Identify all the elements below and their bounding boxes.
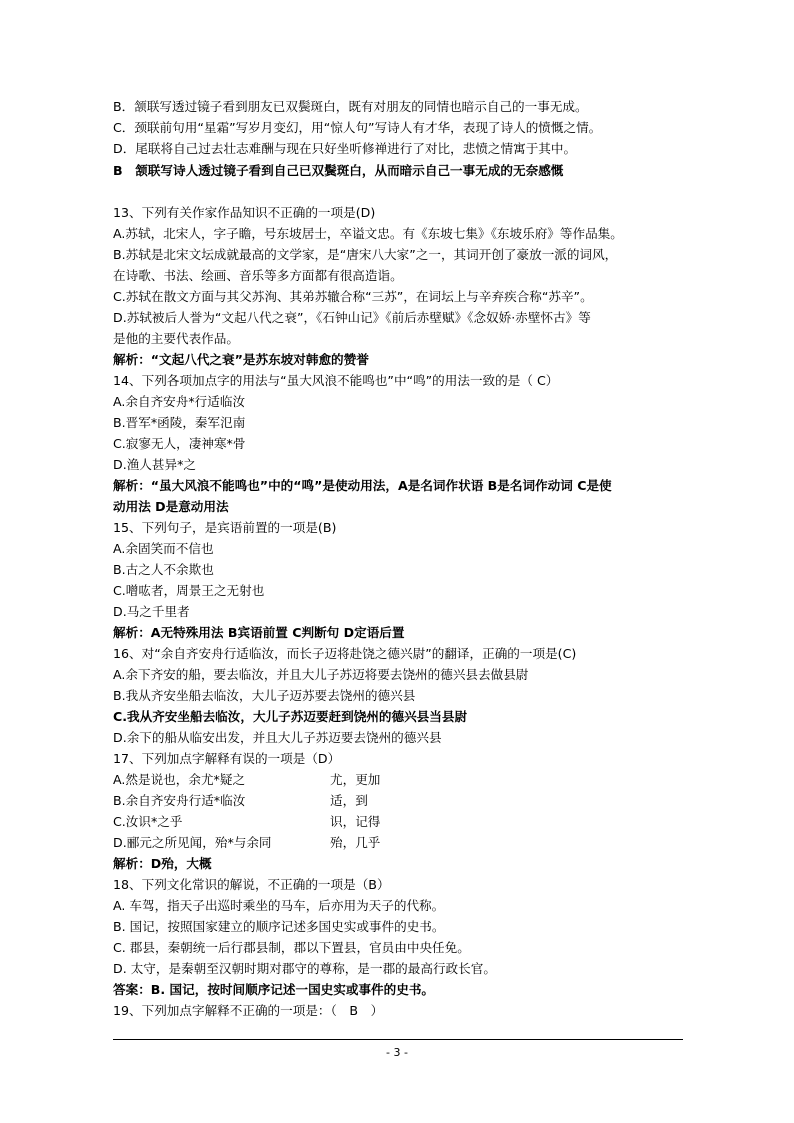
text-line (113, 812, 381, 833)
text-line (113, 329, 239, 350)
text-line (113, 1001, 383, 1022)
text-line (113, 728, 442, 749)
line-text: 解析：“文起八代之衰”是苏东坡对韩愈的赞誉 (113, 352, 369, 367)
text-line (113, 833, 381, 854)
line-text: 19、下列加点字解释不正确的一项是：（ B ） (113, 1003, 384, 1018)
line-text: C.寂寥无人，凄神寒*骨 (113, 436, 246, 451)
definition-text: 殆，几乎 (330, 835, 381, 850)
text-line (113, 287, 593, 308)
line-text: D.马之千里者 (113, 604, 190, 619)
text-line (113, 686, 415, 707)
line-text: C.我从齐安坐船去临汝，大儿子苏迈要赶到饶州的德兴县当县尉 (113, 709, 468, 724)
line-text: 17、下列加点字解释有误的一项是（D） (113, 751, 341, 766)
line-text: A. 车驾，指天子出巡时乘坐的马车，后亦用为天子的代称。 (113, 898, 445, 913)
text-line (113, 644, 576, 665)
line-text: A.苏轼，北宋人，字子瞻，号东坡居士，卒谥文忠。有《东坡七集》《东坡乐府》等作品集。 (113, 226, 623, 241)
text-line (113, 896, 444, 917)
definition-text: 适，到 (330, 793, 368, 808)
answer-line (113, 707, 467, 728)
line-text: B 颔联写诗人透过镜子看到自己已双鬓斑白，从而暗示自己一事无成的无奈感慨 (113, 163, 564, 178)
text-line (113, 245, 617, 266)
line-text: C.汝识*之乎 (113, 814, 183, 829)
line-text: 解析：“虽大风浪不能鸣也”中的“鸣”是使动用法，A是名词作状语 B是名词作动词 C是使 (113, 478, 612, 493)
answer-line (113, 980, 434, 1001)
line-text: 在诗歌、书法、绘画、音乐等多方面都有很高造诣。 (113, 268, 403, 283)
text-line (113, 139, 576, 160)
text-line (113, 455, 196, 476)
line-text: D．尾联将自己过去壮志难酬与现在只好坐听修禅进行了对比，悲愤之情寓于其中。 (113, 141, 577, 156)
line-text: B．颔联写透过镜子看到朋友已双鬓斑白，既有对朋友的同情也暗示自己的一事无成。 (113, 99, 588, 114)
answer-line (113, 476, 612, 497)
text-line (113, 539, 214, 560)
line-text: D. 太守，是秦朝至汉朝时期对郡守的尊称，是一郡的最高行政长官。 (113, 961, 496, 976)
text-line (113, 392, 245, 413)
text-line (113, 266, 403, 287)
line-text: B.苏轼是北宋文坛成就最高的文学家，是“唐宋八大家”之一，其词开创了豪放一派的词风， (113, 247, 618, 262)
line-text: C. 郡县，秦朝统一后行郡县制，郡以下置县，官员由中央任免。 (113, 940, 470, 955)
text-line (113, 118, 601, 139)
line-text: D.苏轼被后人誉为“文起八代之衰”，《石钟山记》《前后赤壁赋》《念奴娇·赤壁怀古》等 (113, 310, 591, 325)
text-line (113, 224, 623, 245)
footer-rule (113, 1039, 683, 1040)
text-line (113, 434, 245, 455)
text-line (113, 917, 445, 938)
text-line (113, 749, 340, 770)
text-line (113, 770, 381, 791)
text-line (113, 581, 264, 602)
text-line (113, 518, 336, 539)
line-text: 解析：A无特殊用法 B宾语前置 C判断句 D定语后置 (113, 625, 405, 640)
text-line (113, 875, 390, 896)
line-text: B.余自齐安舟行适*临汝 (113, 793, 246, 808)
line-text: 是他的主要代表作品。 (113, 331, 239, 346)
line-text: C．颈联前句用“星霜”写岁月变幻，用“惊人句”写诗人有才华，表现了诗人的愤慨之情。 (113, 120, 602, 135)
text-line (113, 602, 190, 623)
text-line (113, 371, 558, 392)
page-number: - 3 - (386, 1046, 408, 1059)
line-text: 13、下列有关作家作品知识不正确的一项是(D) (113, 205, 376, 220)
line-text: 答案：B. 国记，按时间顺序记述一国史实或事件的史书。 (113, 982, 435, 997)
definition-text: 尤，更加 (330, 772, 381, 787)
answer-line (113, 497, 229, 518)
line-text: D.渔人甚异*之 (113, 457, 196, 472)
definition-text: 识，记得 (330, 814, 381, 829)
text-line (113, 97, 588, 118)
text-line (113, 938, 470, 959)
answer-line (113, 623, 404, 644)
line-text: B.晋军*函陵，秦军氾南 (113, 415, 246, 430)
answer-line (113, 350, 369, 371)
line-text: 动用法 D是意动用法 (113, 499, 229, 514)
line-text: 15、下列句子，是宾语前置的一项是(B) (113, 520, 337, 535)
line-text: C.噌吰者，周景王之无射也 (113, 583, 265, 598)
line-text: B.我从齐安坐船去临汝，大儿子迈苏要去饶州的德兴县 (113, 688, 416, 703)
text-line (113, 560, 214, 581)
line-text: 解析：D殆，大概 (113, 856, 212, 871)
text-line (113, 203, 375, 224)
line-text: C.苏轼在散文方面与其父苏洵、其弟苏辙合称“三苏”，在词坛上与辛弃疾合称“苏辛”。 (113, 289, 593, 304)
line-text: A.然是说也，余尤*疑之 (113, 772, 246, 787)
text-line (113, 665, 528, 686)
line-text: B.古之人不余欺也 (113, 562, 214, 577)
line-text: B. 国记，按照国家建立的顺序记述多国史实或事件的史书。 (113, 919, 445, 934)
text-line (113, 959, 496, 980)
line-text: A.余自齐安舟*行适临汝 (113, 394, 246, 409)
answer-line (113, 161, 563, 182)
text-line (113, 413, 245, 434)
line-text: 16、对“余自齐安舟行适临汝，而长子迈将赴饶之德兴尉”的翻译，正确的一项是(C) (113, 646, 577, 661)
line-text: A.余下齐安的船，要去临汝，并且大儿子苏迈将要去饶州的德兴县去做县尉 (113, 667, 529, 682)
line-text: 14、下列各项加点字的用法与“虽大风浪不能鸣也”中“鸣”的用法一致的是（ C） (113, 373, 559, 388)
answer-line (113, 854, 212, 875)
text-line (113, 308, 591, 329)
line-text: 18、下列文化常识的解说，不正确的一项是（B） (113, 877, 390, 892)
text-line (113, 791, 368, 812)
line-text: D.余下的船从临安出发，并且大儿子苏迈要去饶州的德兴县 (113, 730, 442, 745)
line-text: A.余固笑而不信也 (113, 541, 214, 556)
line-text: D.郦元之所见闻，殆*与余同 (113, 835, 272, 850)
